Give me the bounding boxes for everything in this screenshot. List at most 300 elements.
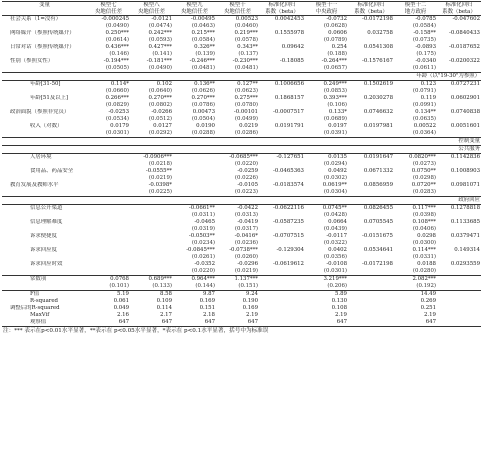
cell-se: (0.0780) xyxy=(234,102,258,109)
cell-se: (0.0504) xyxy=(191,116,215,123)
cell-se: (0.0578) xyxy=(234,37,258,44)
cell-value: 0.117*** xyxy=(412,205,436,212)
cell-value: 0.251 xyxy=(420,305,436,312)
cell-value: 0.133* xyxy=(328,109,347,116)
cell-value: -0.0906*** xyxy=(143,154,172,161)
cell-value: 0.0379471 xyxy=(450,233,480,240)
cell-se: (0.139) xyxy=(195,51,215,58)
cell-se: (0.0802) xyxy=(148,102,172,109)
header-col-2: 模型八 央地信任差 xyxy=(138,2,165,15)
table-note: 注：*** 表示在p<0.01水平显著，**表示在 p<0.05水平显著，*表示在 p<0.1水平显著，括号中为标准误 xyxy=(3,328,269,335)
cell-value: 0.0541308 xyxy=(363,44,393,51)
row-network-media-se xyxy=(2,37,481,44)
cell-value: 0.436*** xyxy=(105,44,129,51)
cell-value: -0.00495 xyxy=(190,16,215,23)
cell-value: 0.1555978 xyxy=(274,30,304,37)
section-title: 年龄（以"19-30"为参照） xyxy=(2,73,481,81)
cell-se: (0.0317) xyxy=(234,226,258,233)
header-col-7: 标准化回归 系数（beta） xyxy=(354,2,388,15)
cell-value: 647 xyxy=(394,319,437,327)
cell-se xyxy=(130,226,173,233)
row-label-empty xyxy=(2,189,87,197)
cell-value: -0.0187652 xyxy=(449,44,480,51)
cell-value: 0.219*** xyxy=(234,30,258,37)
header-col-8: 模型十二 地方政府 xyxy=(404,2,427,15)
cell-se: (0.0657) xyxy=(323,65,347,72)
cell-value: 0.0197 xyxy=(328,123,347,130)
row-r-squared xyxy=(2,298,481,305)
row-complaint-convenience-se xyxy=(2,240,481,247)
cell-value xyxy=(348,276,394,284)
cell-value: -0.0105 xyxy=(237,182,258,189)
row-label: 人居环境 xyxy=(30,154,52,161)
cell-value: 0.0981071 xyxy=(450,182,480,189)
row-max-vif xyxy=(2,312,481,319)
cell-value: -0.0259 xyxy=(237,168,258,175)
row-complaint-timeliness xyxy=(2,261,481,268)
header-col-5: 标准化回归 系数（beta） xyxy=(265,2,299,15)
cell-value: 0.0191647 xyxy=(363,154,393,161)
cell-value: -0.0253 xyxy=(108,109,129,116)
header-variable: 变量 xyxy=(39,2,50,8)
cell-value: 0.136** xyxy=(194,81,215,88)
cell-se: (0.175) xyxy=(416,51,436,58)
cell-se: (0.0628) xyxy=(323,23,347,30)
row-gender-se xyxy=(2,65,481,73)
cell-se xyxy=(437,23,481,30)
row-info-channel xyxy=(2,205,481,213)
row-age-31-50-se xyxy=(2,88,481,95)
cell-value: -0.158** xyxy=(413,30,436,37)
cell-se xyxy=(437,226,481,233)
row-info-difficulty-se xyxy=(2,226,481,233)
cell-value: -0.0352 xyxy=(194,261,215,268)
cell-value: 0.0190 xyxy=(196,123,215,130)
cell-se xyxy=(437,102,481,109)
cell-value: 0.114 xyxy=(156,305,172,312)
row-daily-contact-se xyxy=(2,51,481,58)
row-complaint-response-se xyxy=(2,254,481,261)
cell-se xyxy=(437,283,481,291)
cell-se: (0.0300) xyxy=(412,240,436,247)
cell-value: 0.0135 xyxy=(328,154,347,161)
cell-se xyxy=(87,161,130,168)
cell-value: -0.194*** xyxy=(103,58,129,65)
cell-value xyxy=(437,312,481,319)
row-label-empty xyxy=(2,116,87,123)
cell-value: 0.109 xyxy=(156,298,172,305)
cell-value: 5.19 xyxy=(87,291,130,299)
cell-value: -0.00101 xyxy=(233,109,258,116)
cell-value xyxy=(259,291,305,299)
cell-se xyxy=(437,212,481,219)
cell-value: 0.108 xyxy=(331,305,347,312)
cell-se: (0.0301) xyxy=(323,268,347,275)
row-label: 网络媒介（参照传统媒介） xyxy=(10,30,75,37)
cell-se: (0.101) xyxy=(109,283,129,290)
cell-value: 0.190 xyxy=(242,298,258,305)
cell-value xyxy=(87,233,130,240)
cell-value: 0.275*** xyxy=(234,95,258,102)
cell-value: 0.1868157 xyxy=(274,95,304,102)
cell-value: -0.0183574 xyxy=(273,182,304,189)
cell-se: (0.0260) xyxy=(234,254,258,261)
cell-value: 0.1008903 xyxy=(450,168,480,175)
cell-se: (0.206) xyxy=(327,283,347,290)
cell-value: 2.082*** xyxy=(394,276,437,284)
row-complaint-response xyxy=(2,247,481,254)
cell-value: 0.269 xyxy=(420,298,436,305)
cell-value: 0.123 xyxy=(420,81,436,88)
cell-se: (0.144) xyxy=(195,283,215,290)
row-label: 政治面貌（参照非党员） xyxy=(10,109,70,116)
cell-se xyxy=(259,102,305,109)
cell-se xyxy=(259,51,305,58)
row-income xyxy=(2,123,481,130)
cell-se: (0.0261) xyxy=(191,254,215,261)
cell-value: 0.0127 xyxy=(153,123,172,130)
cell-value: 0.427*** xyxy=(148,44,172,51)
cell-value: 0.0042453 xyxy=(274,16,304,23)
cell-se xyxy=(437,116,481,123)
cell-value: 0.0745** xyxy=(322,205,347,212)
cell-value: 647 xyxy=(87,319,130,327)
cell-value xyxy=(87,261,130,268)
row-label-empty xyxy=(2,130,87,138)
cell-value: 0.0051601 xyxy=(450,123,480,130)
cell-se: (0.0322) xyxy=(323,240,347,247)
row-social-relation xyxy=(2,16,481,24)
cell-se xyxy=(130,240,173,247)
cell-value: 647 xyxy=(173,319,216,327)
cell-value: -0.0555** xyxy=(145,168,172,175)
cell-se xyxy=(348,254,394,261)
cell-value: 0.326** xyxy=(194,44,215,51)
cell-value xyxy=(130,219,173,226)
cell-value: 0.0606 xyxy=(328,30,347,37)
cell-value xyxy=(437,298,481,305)
cell-se: (0.141) xyxy=(152,51,172,58)
cell-se: (0.0298) xyxy=(412,175,436,182)
cell-value xyxy=(87,154,130,162)
row-label: 常数项 xyxy=(2,276,87,284)
row-income-se xyxy=(2,130,481,138)
cell-se xyxy=(87,175,130,182)
section-public xyxy=(2,146,481,154)
cell-se xyxy=(348,175,394,182)
cell-value: 0.0740838 xyxy=(450,109,480,116)
cell-se xyxy=(259,130,305,138)
cell-se: (0.146) xyxy=(109,51,129,58)
cell-value xyxy=(259,276,305,284)
cell-se xyxy=(348,51,394,58)
header-col-1: 模型七 央地信任差 xyxy=(95,2,122,15)
cell-se: (0.0689) xyxy=(323,116,347,123)
row-label-empty xyxy=(2,161,87,168)
cell-value: -0.0503** xyxy=(188,233,215,240)
cell-value: 0.0746632 xyxy=(363,109,393,116)
cell-value: 0.0179 xyxy=(110,123,129,130)
cell-value: 0.343** xyxy=(237,44,258,51)
row-label-empty xyxy=(2,37,87,44)
cell-value: 0.1133685 xyxy=(450,219,480,226)
cell-se: (0.0626) xyxy=(191,88,215,95)
cell-se: (0.0220) xyxy=(191,268,215,275)
cell-se xyxy=(259,37,305,44)
row-label: 信息理解难度 xyxy=(30,219,63,226)
cell-value: 0.169 xyxy=(242,305,258,312)
table-header xyxy=(2,2,481,16)
cell-value: 0.0191791 xyxy=(274,123,304,130)
cell-se xyxy=(348,226,394,233)
cell-se: (0.0286) xyxy=(234,130,258,137)
cell-se: (0.0853) xyxy=(323,88,347,95)
cell-se: (0.0273) xyxy=(412,161,436,168)
cell-value: 0.964*** xyxy=(173,276,216,284)
cell-value: 0.134** xyxy=(415,109,436,116)
cell-se: (0.0219) xyxy=(234,268,258,275)
cell-value: 647 xyxy=(305,319,348,327)
cell-value: -0.0661** xyxy=(188,205,215,212)
cell-se xyxy=(437,254,481,261)
cell-value: -0.0296 xyxy=(237,261,258,268)
cell-value xyxy=(130,205,173,213)
cell-se: (0.0640) xyxy=(148,88,172,95)
cell-value: 0.0671332 xyxy=(363,168,393,175)
cell-value xyxy=(437,319,481,327)
cell-se: (0.0584) xyxy=(191,37,215,44)
cell-se xyxy=(87,268,130,276)
row-label: 观察值 xyxy=(2,319,87,327)
cell-se xyxy=(87,254,130,261)
cell-value: 0.108*** xyxy=(412,219,436,226)
cell-value: 0.114*** xyxy=(412,247,436,254)
cell-se xyxy=(437,240,481,247)
cell-value xyxy=(259,312,305,319)
cell-se: (0.0301) xyxy=(105,130,129,137)
cell-se xyxy=(437,130,481,138)
row-network-media xyxy=(2,30,481,37)
row-label: 诉求回应时效 xyxy=(30,261,63,268)
cell-value: 2.19 xyxy=(245,312,258,319)
cell-value: -0.0422 xyxy=(237,205,258,212)
cell-value xyxy=(87,219,130,226)
cell-value xyxy=(259,298,305,305)
header-col-6: 模型十一 中央政府 xyxy=(315,2,338,15)
cell-value xyxy=(87,168,130,175)
section-gov xyxy=(2,197,481,205)
cell-se xyxy=(259,88,305,95)
section-title: 政府回应 xyxy=(2,197,481,205)
row-living-env xyxy=(2,154,481,162)
table-body xyxy=(2,16,481,327)
cell-value xyxy=(348,298,394,305)
cell-se: (0.0829) xyxy=(105,102,129,109)
row-label: MaxVif xyxy=(30,312,50,319)
cell-se: (0.0614) xyxy=(105,37,129,44)
header-col-3: 模型九 央地信任差 xyxy=(181,2,208,15)
row-label-empty xyxy=(2,175,87,182)
cell-value: 3.219*** xyxy=(305,276,348,284)
row-info-difficulty xyxy=(2,219,481,226)
cell-value: 0.0768 xyxy=(87,276,130,284)
cell-se: (0.0356) xyxy=(323,254,347,261)
row-label-empty xyxy=(2,226,87,233)
cell-se xyxy=(437,51,481,58)
cell-se xyxy=(87,189,130,197)
row-food-safety xyxy=(2,168,481,175)
cell-se xyxy=(437,88,481,95)
cell-se xyxy=(259,254,305,261)
cell-se xyxy=(348,161,394,168)
cell-value: -0.0419 xyxy=(237,219,258,226)
cell-se: (0.0534) xyxy=(105,116,129,123)
row-social-relation-se xyxy=(2,23,481,30)
cell-value xyxy=(259,319,305,327)
row-label-empty xyxy=(2,102,87,109)
cell-value: 0.0188 xyxy=(417,261,436,268)
cell-value: 0.1502619 xyxy=(363,81,393,88)
cell-se: (0.0505) xyxy=(105,65,129,72)
cell-se: (0.188) xyxy=(327,51,347,58)
cell-value: -0.0893 xyxy=(415,44,436,51)
cell-se xyxy=(130,254,173,261)
cell-value: 0.114* xyxy=(110,81,129,88)
cell-se: (0.0319) xyxy=(191,226,215,233)
cell-value: 2.18 xyxy=(202,312,215,319)
cell-se: (0.0490) xyxy=(105,23,129,30)
cell-value: 0.0197981 xyxy=(363,123,393,130)
row-observations xyxy=(2,319,481,327)
cell-se xyxy=(259,240,305,247)
cell-se: (0.106) xyxy=(327,102,347,109)
row-label-empty xyxy=(2,240,87,247)
cell-se: (0.0280) xyxy=(412,268,436,275)
section-age xyxy=(2,73,481,81)
cell-value: 647 xyxy=(130,319,173,327)
cell-se xyxy=(437,189,481,197)
cell-value: 0.102 xyxy=(156,81,172,88)
cell-value: 0.0720** xyxy=(411,182,436,189)
cell-se xyxy=(348,65,394,73)
cell-value: 2.19 xyxy=(334,312,347,319)
cell-se: (0.0460) xyxy=(234,23,258,30)
cell-value xyxy=(259,305,305,312)
cell-value: 0.0705545 xyxy=(363,219,393,226)
row-label-empty xyxy=(2,23,87,30)
cell-value: 0.0492 xyxy=(328,168,347,175)
cell-se xyxy=(348,268,394,276)
regression-table xyxy=(2,1,481,327)
row-political-face-se xyxy=(2,116,481,123)
cell-se xyxy=(130,212,173,219)
cell-se: (0.0234) xyxy=(191,240,215,247)
cell-value: -0.0121 xyxy=(151,16,172,23)
cell-value: 0.127** xyxy=(237,81,258,88)
cell-value: 0.0402 xyxy=(328,247,347,254)
row-label-empty xyxy=(2,65,87,73)
cell-se: (0.0463) xyxy=(191,23,215,30)
cell-se: (0.0481) xyxy=(234,65,258,72)
row-label: 教育发展及教师水平 xyxy=(10,182,59,189)
cell-value: -0.0732 xyxy=(326,16,347,23)
cell-value: 0.00522 xyxy=(413,123,436,130)
cell-value: -0.264*** xyxy=(321,58,347,65)
cell-se: (0.0584) xyxy=(412,23,436,30)
cell-value: 0.266*** xyxy=(105,95,129,102)
cell-se: (0.0406) xyxy=(412,226,436,233)
cell-value: 0.0820*** xyxy=(409,154,436,161)
header-col-9: 标准化回归 系数（beta） xyxy=(442,2,476,15)
cell-value: -0.129304 xyxy=(276,247,304,254)
cell-se: (0.0331) xyxy=(412,254,436,261)
cell-value: 0.393*** xyxy=(323,95,347,102)
cell-se: (0.0364) xyxy=(412,130,436,137)
cell-value: -0.0172198 xyxy=(362,16,393,23)
cell-se xyxy=(259,212,305,219)
cell-value xyxy=(87,182,130,189)
cell-value: 1.137*** xyxy=(216,276,259,284)
cell-se: (0.0311) xyxy=(191,212,215,219)
cell-se xyxy=(173,189,216,197)
cell-value: 0.249*** xyxy=(323,81,347,88)
cell-se: (0.0660) xyxy=(105,88,129,95)
cell-value: 9.24 xyxy=(216,291,259,299)
cell-se: (0.0623) xyxy=(234,88,258,95)
cell-se: (0.0218) xyxy=(148,161,172,168)
cell-value: 0.032758 xyxy=(367,30,393,37)
cell-value: 0.0298 xyxy=(417,233,436,240)
row-label: 诉求回应度 xyxy=(30,247,57,254)
cell-value: 5.89 xyxy=(305,291,348,299)
cell-se xyxy=(437,37,481,44)
cell-value: 0.1142836 xyxy=(450,154,480,161)
cell-value: 0.00473 xyxy=(192,109,215,116)
cell-se xyxy=(259,23,305,30)
cell-value: -0.0707515 xyxy=(273,233,304,240)
cell-value xyxy=(437,305,481,312)
row-age-51-plus-se xyxy=(2,102,481,109)
cell-se: (0.137) xyxy=(238,51,258,58)
cell-value: 0.689*** xyxy=(130,276,173,284)
cell-se: (0.0474) xyxy=(148,23,172,30)
row-age-31-50 xyxy=(2,81,481,89)
cell-value xyxy=(348,312,394,319)
cell-se xyxy=(87,212,130,219)
cell-value: 0.119 xyxy=(420,95,436,102)
cell-se xyxy=(173,175,216,182)
cell-value: 0.130 xyxy=(331,298,347,305)
cell-value: 0.0534641 xyxy=(363,247,393,254)
cell-se xyxy=(259,268,305,276)
row-label: F值 xyxy=(2,291,87,299)
row-education xyxy=(2,182,481,189)
cell-value: -0.0117 xyxy=(326,233,347,240)
cell-se xyxy=(259,175,305,182)
cell-value: -0.047602 xyxy=(452,16,480,23)
row-complaint-convenience xyxy=(2,233,481,240)
row-political-face xyxy=(2,109,481,116)
cell-se: (0.0225) xyxy=(148,189,172,196)
cell-value: 0.0727231 xyxy=(450,81,480,88)
cell-value: -0.0840433 xyxy=(449,30,480,37)
cell-se: (0.0428) xyxy=(323,212,347,219)
cell-value: 0.0826455 xyxy=(363,205,393,212)
cell-value: 0.270*** xyxy=(148,95,172,102)
cell-value: -0.0587235 xyxy=(273,219,304,226)
cell-value: -0.0845*** xyxy=(186,247,215,254)
cell-se: (0.0735) xyxy=(412,37,436,44)
